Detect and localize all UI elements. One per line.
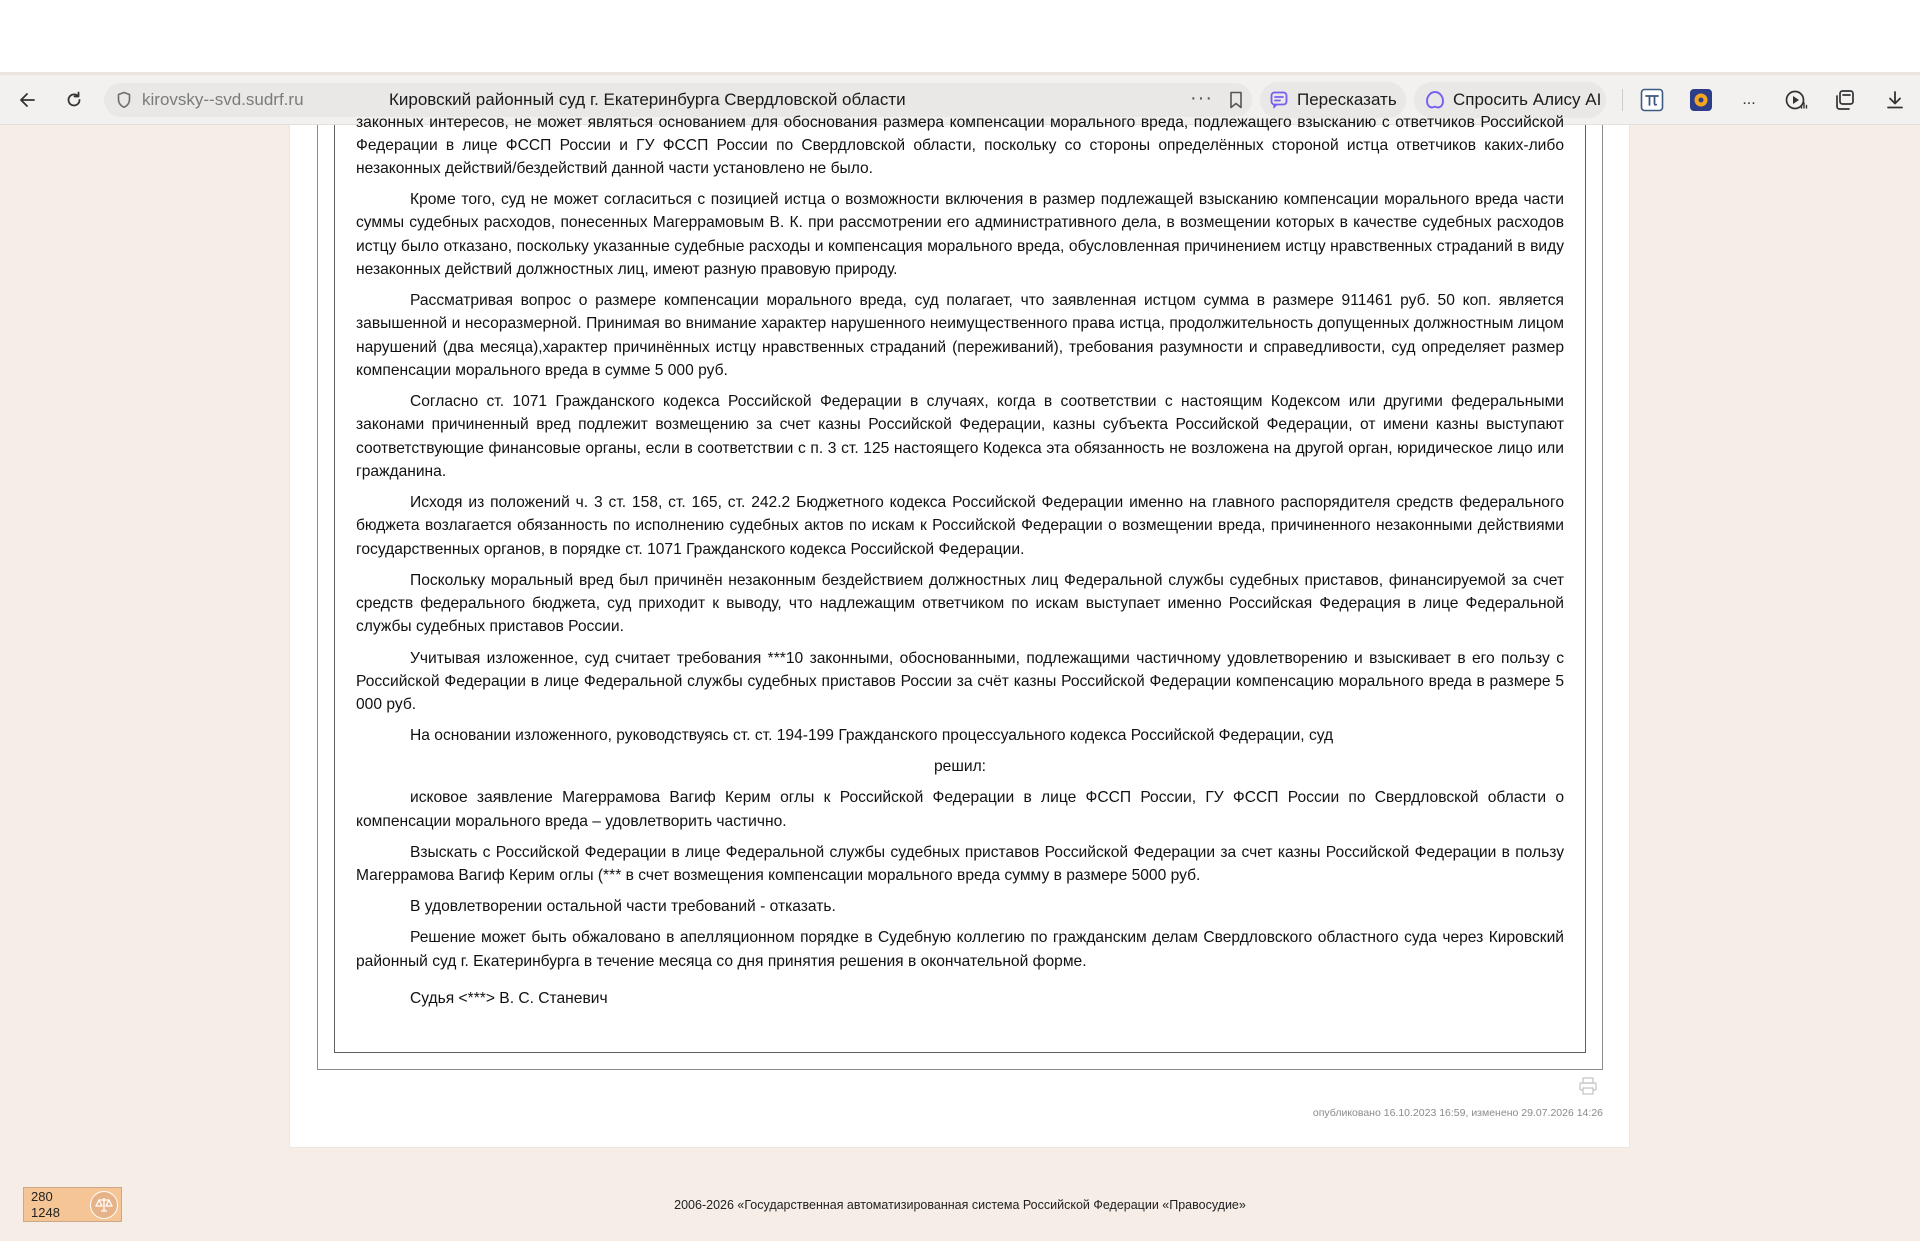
counter-today: 280: [31, 1189, 53, 1204]
retell-icon: [1270, 91, 1290, 109]
reload-icon: [64, 90, 84, 110]
court-decision-text: [356, 113, 1564, 1045]
pi-extension-icon: [1640, 88, 1664, 112]
media-player-button[interactable]: [1781, 75, 1813, 125]
decision-paragraph: Поскольку моральный вред был причинён незаконным бездействием должностных лиц Федеральной службы судебных приставов, финансируемой за счет средств федерального бюджета, суд приходит к выводу, что надлежащим ответчиком по искам выступает именно Российская Федерация в лице Федеральной службы судебных приставов России.: [356, 571, 1564, 636]
resolution-paragraph: В удовлетворении остальной части требований - отказать.: [410, 898, 836, 916]
decision-paragraph: Согласно ст. 1071 Гражданского кодекса Российской Федерации в случаях, когда в соответствии с настоящим Кодексом или другими федеральными законами причиненный вред подлежит возмещению за счет казны Российской Федерации, казны субъекта Российской Федерации, от имени казны выступают соответствующие финансовые органы, если в соответствии с п. 3 ст. 125 настоящего Кодекса эта обязанность не возложена на другой орган, юридическое лицо или гражданина.: [356, 393, 1564, 481]
download-icon: [1885, 90, 1905, 110]
decision-paragraph: Учитывая изложенное, суд считает требования ***10 законными, обоснованными, подлежащими частичному удовлетворению и взыскивает в его пользу с Российской Федерации в лице Федеральной службы судебных приставов России за счёт казны Российской Федерации компенсацию морального вреда в размере 5 000 руб.: [356, 649, 1564, 714]
decision-paragraph: Рассматривая вопрос о размере компенсации морального вреда, суд полагает, что заявленная истцом сумма в размере 911461 руб. 50 коп. является завышенной и несоразмерной. Принимая во внимание характер нарушенного неимущественного права истца, продолжительность допущенных должностным лицом нарушений (два месяца),характер причинённых истцу нравственных страданий (переживаний), требования разумности и справедливости, суд определяет размер компенсации морального вреда в сумме 5 000 руб.: [356, 292, 1564, 380]
retell-label: Пересказать: [1297, 90, 1397, 109]
gear-extension-button[interactable]: [1685, 75, 1717, 125]
window-top-band: [0, 0, 1920, 72]
tabs-icon: [1834, 89, 1856, 111]
resolution-paragraph: Решение может быть обжаловано в апелляционном порядке в Судебную коллегию по гражданским делам Свердловского областного суда через Кировский районный суд г. Екатеринбурга в течение месяца со дня принятия решения в окончательной форме.: [356, 929, 1564, 970]
alice-label: Спросить Алису AI: [1453, 90, 1602, 109]
decision-paragraph: законных интересов, не может являться основанием для обоснования размера компенсации морального вреда, подлежащего взысканию с ответчиков Российской Федерации в лице ФССП России и ГУ ФССП России по Свердловской области, поскольку со стороны определённых стороной истца ответчиков каких-либо незаконных действий/бездействий данной части установлено не было.: [356, 113, 1564, 178]
resolution-paragraph: Взыскать с Российской Федерации в лице Федеральной службы судебных приставов Российской Федерации за счет казны Российской Федерации в пользу Магеррамова Вагиф Керим оглы (*** в счет возмещения компенсации морального вреда сумму в размере 5000 руб.: [356, 843, 1564, 885]
play-circle-icon: [1785, 89, 1809, 111]
page-title: Кировский районный суд г. Екатеринбурга Свердловской области: [389, 90, 906, 109]
published-date: опубликовано 16.10.2023 16:59, изменено 29.07.2026 14:26: [1312, 1107, 1603, 1119]
decision-paragraph: Кроме того, суд не может согласиться с позицией истца о возможности включения в размер подлежащей взысканию компенсации морального вреда части суммы судебных расходов, понесенных Магеррамовым В. К. при рассмотрении его административного дела, в возмещении которых в качестве судебных расходов истцу было отказано, поскольку указанные судебные расходы и компенсация морального вреда, обусловленная причинением истцу нравственных страданий в виду незаконных действий должностных лиц, имеют разную правовую природу.: [356, 191, 1564, 279]
url-domain[interactable]: kirovsky--svd.sudrf.ru: [142, 90, 304, 109]
tabs-button[interactable]: [1829, 75, 1861, 125]
decision-paragraph: Исходя из положений ч. 3 ст. 158, ст. 165, ст. 242.2 Бюджетного кодекса Российской Федерации именно на главного распорядителя средств федерального бюджета возлагается обязанность по исполнению судебных актов по искам к Российской Федерации о возмещении вреда, причиненного незаконными действиями государственных органов, в порядке ст. 1071 Гражданского кодекса Российской Федерации.: [356, 494, 1564, 558]
arrow-left-icon: [18, 90, 38, 110]
shield-icon[interactable]: [112, 83, 136, 117]
alice-icon: [1424, 90, 1446, 110]
more-extensions-button[interactable]: ...: [1742, 91, 1756, 108]
decision-paragraph: На основании изложенного, руководствуясь ст. ст. 194-199 Гражданского процессуального кодекса Российской Федерации, суд: [410, 727, 1334, 745]
counter-total: 1248: [31, 1205, 60, 1220]
print-icon[interactable]: [1578, 1076, 1598, 1096]
download-button[interactable]: [1879, 75, 1911, 125]
pi-extension-button[interactable]: [1636, 75, 1668, 125]
toolbar-separator: [1622, 89, 1623, 111]
resolution-heading: решил:: [934, 758, 986, 776]
back-button[interactable]: [12, 75, 44, 125]
url-more-button[interactable]: ···: [1190, 87, 1213, 109]
resolution-paragraph: исковое заявление Магеррамова Вагиф Керим оглы к Российской Федерации в лице ФССП России, ГУ ФССП России по Свердловской области о компенсации морального вреда – удовлетворить частично.: [356, 789, 1564, 830]
gear-extension-icon: [1689, 88, 1713, 112]
footer-copyright: 2006-2026 «Государственная автоматизированная система Российской Федерации «Правосудие»: [674, 1198, 1246, 1212]
reload-button[interactable]: [58, 75, 90, 125]
judge-signature: Судья <***> В. С. Станевич: [410, 989, 608, 1007]
